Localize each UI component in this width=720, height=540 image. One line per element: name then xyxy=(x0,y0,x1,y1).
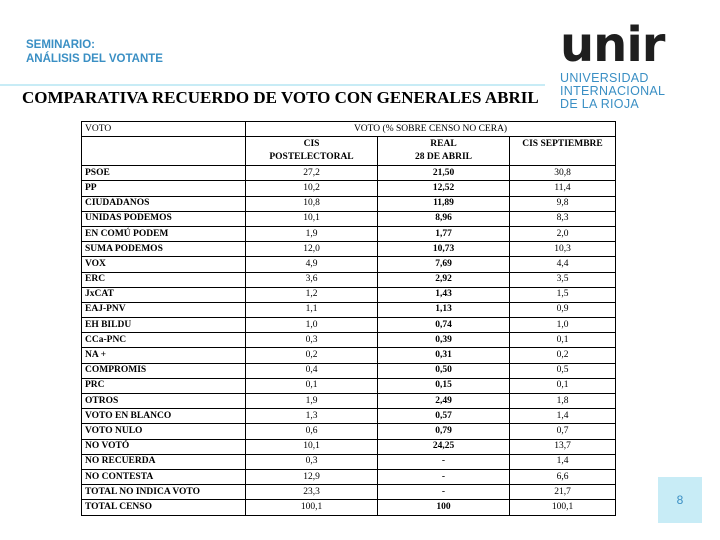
row-sept-cell: 0,2 xyxy=(510,348,616,363)
row-sept-cell: 6,6 xyxy=(510,469,616,484)
row-real-cell: 0,15 xyxy=(378,378,510,393)
row-cis-cell: 0,6 xyxy=(246,424,378,439)
row-sept-cell: 30,8 xyxy=(510,166,616,181)
row-sept-cell: 0,1 xyxy=(510,333,616,348)
row-cis-cell: 12,9 xyxy=(246,469,378,484)
row-real-cell: 0,79 xyxy=(378,424,510,439)
row-sept-cell: 10,3 xyxy=(510,242,616,257)
table-row xyxy=(82,333,616,348)
table-row xyxy=(82,409,616,424)
row-sept-cell: 0,9 xyxy=(510,302,616,317)
subheader-real-line2: 28 DE ABRIL xyxy=(414,152,472,163)
table-row xyxy=(82,439,616,454)
table-row xyxy=(82,500,616,515)
table-row xyxy=(82,287,616,302)
row-sept-cell: 11,4 xyxy=(510,181,616,196)
row-cis-cell: 10,2 xyxy=(246,181,378,196)
row-real-cell: - xyxy=(378,454,510,469)
table-row xyxy=(82,378,616,393)
row-party-cell: CCa-PNC xyxy=(82,333,246,348)
table-row xyxy=(82,363,616,378)
row-cis-cell: 10,1 xyxy=(246,211,378,226)
row-real-cell: 0,39 xyxy=(378,333,510,348)
row-cis-cell: 1,1 xyxy=(246,302,378,317)
logo-line-2: INTERNACIONAL xyxy=(560,84,666,98)
row-real-cell: 11,89 xyxy=(378,196,510,211)
row-real-cell: 8,96 xyxy=(378,211,510,226)
row-party-cell: NO VOTÓ xyxy=(82,439,246,454)
subheader-cis-septiembre: CIS SEPTIEMBRE xyxy=(510,137,616,166)
table-row xyxy=(82,485,616,500)
row-real-cell: 1,13 xyxy=(378,302,510,317)
row-real-cell: 0,50 xyxy=(378,363,510,378)
subheader-empty xyxy=(82,137,246,166)
table-row xyxy=(82,242,616,257)
logo-wordmark: unir xyxy=(560,17,665,73)
row-cis-cell: 1,9 xyxy=(246,226,378,241)
page-title: COMPARATIVA RECUERDO DE VOTO CON GENERALES ABRIL xyxy=(22,88,539,107)
row-real-cell: - xyxy=(378,469,510,484)
row-cis-cell: 0,4 xyxy=(246,363,378,378)
page-number: 8 xyxy=(658,477,702,523)
row-real-cell: 24,25 xyxy=(378,439,510,454)
logo-line-3: DE LA RIOJA xyxy=(560,97,640,111)
header-divider xyxy=(0,84,545,86)
table-row xyxy=(82,226,616,241)
row-party-cell: UNIDAS PODEMOS xyxy=(82,211,246,226)
row-sept-cell: 21,7 xyxy=(510,485,616,500)
subheader-real xyxy=(378,137,510,166)
row-party-cell: JxCAT xyxy=(82,287,246,302)
seminar-heading xyxy=(26,38,163,66)
table-row xyxy=(82,318,616,333)
row-party-cell: NO CONTESTA xyxy=(82,469,246,484)
row-cis-cell: 0,3 xyxy=(246,333,378,348)
row-party-cell: TOTAL NO INDICA VOTO xyxy=(82,485,246,500)
row-sept-cell: 0,5 xyxy=(510,363,616,378)
table-row xyxy=(82,257,616,272)
row-real-cell: 0,57 xyxy=(378,409,510,424)
row-cis-cell: 3,6 xyxy=(246,272,378,287)
row-party-cell: CIUDADANOS xyxy=(82,196,246,211)
table-row xyxy=(82,211,616,226)
unir-logo xyxy=(560,17,710,111)
logo-subtitle xyxy=(560,72,710,111)
table-row xyxy=(82,196,616,211)
row-party-cell: ERC xyxy=(82,272,246,287)
column-header-voto: VOTO xyxy=(82,122,246,137)
row-sept-cell: 1,8 xyxy=(510,394,616,409)
row-cis-cell: 0,2 xyxy=(246,348,378,363)
row-cis-cell: 23,3 xyxy=(246,485,378,500)
row-real-cell: 2,92 xyxy=(378,272,510,287)
table-row xyxy=(82,302,616,317)
row-real-cell: 0,74 xyxy=(378,318,510,333)
row-party-cell: TOTAL CENSO xyxy=(82,500,246,515)
row-cis-cell: 100,1 xyxy=(246,500,378,515)
table-row xyxy=(82,348,616,363)
row-party-cell: EH BILDU xyxy=(82,318,246,333)
table-row xyxy=(82,181,616,196)
row-cis-cell: 0,1 xyxy=(246,378,378,393)
row-party-cell: PRC xyxy=(82,378,246,393)
row-real-cell: 1,43 xyxy=(378,287,510,302)
row-sept-cell: 13,7 xyxy=(510,439,616,454)
row-sept-cell: 3,5 xyxy=(510,272,616,287)
subheader-real-line1: REAL xyxy=(430,139,457,150)
row-cis-cell: 12,0 xyxy=(246,242,378,257)
table-row xyxy=(82,454,616,469)
row-party-cell: NA + xyxy=(82,348,246,363)
row-cis-cell: 1,2 xyxy=(246,287,378,302)
row-party-cell: PP xyxy=(82,181,246,196)
vote-comparison-table xyxy=(81,121,616,516)
row-sept-cell: 1,4 xyxy=(510,409,616,424)
table-row xyxy=(82,272,616,287)
row-cis-cell: 10,8 xyxy=(246,196,378,211)
row-real-cell: 10,73 xyxy=(378,242,510,257)
column-group-header: VOTO (% SOBRE CENSO NO CERA) xyxy=(246,122,616,137)
row-party-cell: OTROS xyxy=(82,394,246,409)
row-sept-cell: 0,1 xyxy=(510,378,616,393)
row-party-cell: COMPROMIS xyxy=(82,363,246,378)
table-subheader-row xyxy=(82,137,616,166)
table-row xyxy=(82,469,616,484)
row-real-cell: - xyxy=(378,485,510,500)
row-cis-cell: 4,9 xyxy=(246,257,378,272)
seminar-line-1: SEMINARIO: xyxy=(26,39,95,51)
row-sept-cell: 1,4 xyxy=(510,454,616,469)
seminar-line-2: ANÁLISIS DEL VOTANTE xyxy=(26,53,163,65)
row-sept-cell: 2,0 xyxy=(510,226,616,241)
logo-line-1: UNIVERSIDAD xyxy=(560,71,649,85)
row-cis-cell: 0,3 xyxy=(246,454,378,469)
subheader-cis-line2: POSTELECTORAL xyxy=(269,152,354,163)
row-real-cell: 100 xyxy=(378,500,510,515)
row-party-cell: EN COMÚ PODEM xyxy=(82,226,246,241)
row-real-cell: 7,69 xyxy=(378,257,510,272)
table-row xyxy=(82,394,616,409)
row-sept-cell: 0,7 xyxy=(510,424,616,439)
row-sept-cell: 9,8 xyxy=(510,196,616,211)
row-party-cell: VOTO EN BLANCO xyxy=(82,409,246,424)
row-sept-cell: 1,0 xyxy=(510,318,616,333)
table-header-row xyxy=(82,122,616,137)
row-sept-cell: 8,3 xyxy=(510,211,616,226)
subheader-cis-postelectoral xyxy=(246,137,378,166)
row-cis-cell: 1,3 xyxy=(246,409,378,424)
row-real-cell: 21,50 xyxy=(378,166,510,181)
row-real-cell: 12,52 xyxy=(378,181,510,196)
row-cis-cell: 1,9 xyxy=(246,394,378,409)
row-real-cell: 1,77 xyxy=(378,226,510,241)
row-party-cell: SUMA PODEMOS xyxy=(82,242,246,257)
row-party-cell: NO RECUERDA xyxy=(82,454,246,469)
row-sept-cell: 100,1 xyxy=(510,500,616,515)
row-real-cell: 0,31 xyxy=(378,348,510,363)
row-cis-cell: 10,1 xyxy=(246,439,378,454)
row-cis-cell: 1,0 xyxy=(246,318,378,333)
table-row xyxy=(82,166,616,181)
row-party-cell: VOTO NULO xyxy=(82,424,246,439)
row-party-cell: EAJ-PNV xyxy=(82,302,246,317)
subheader-cis-line1: CIS xyxy=(303,139,320,150)
row-sept-cell: 1,5 xyxy=(510,287,616,302)
row-party-cell: VOX xyxy=(82,257,246,272)
table-row xyxy=(82,424,616,439)
row-real-cell: 2,49 xyxy=(378,394,510,409)
row-cis-cell: 27,2 xyxy=(246,166,378,181)
row-party-cell: PSOE xyxy=(82,166,246,181)
row-sept-cell: 4,4 xyxy=(510,257,616,272)
